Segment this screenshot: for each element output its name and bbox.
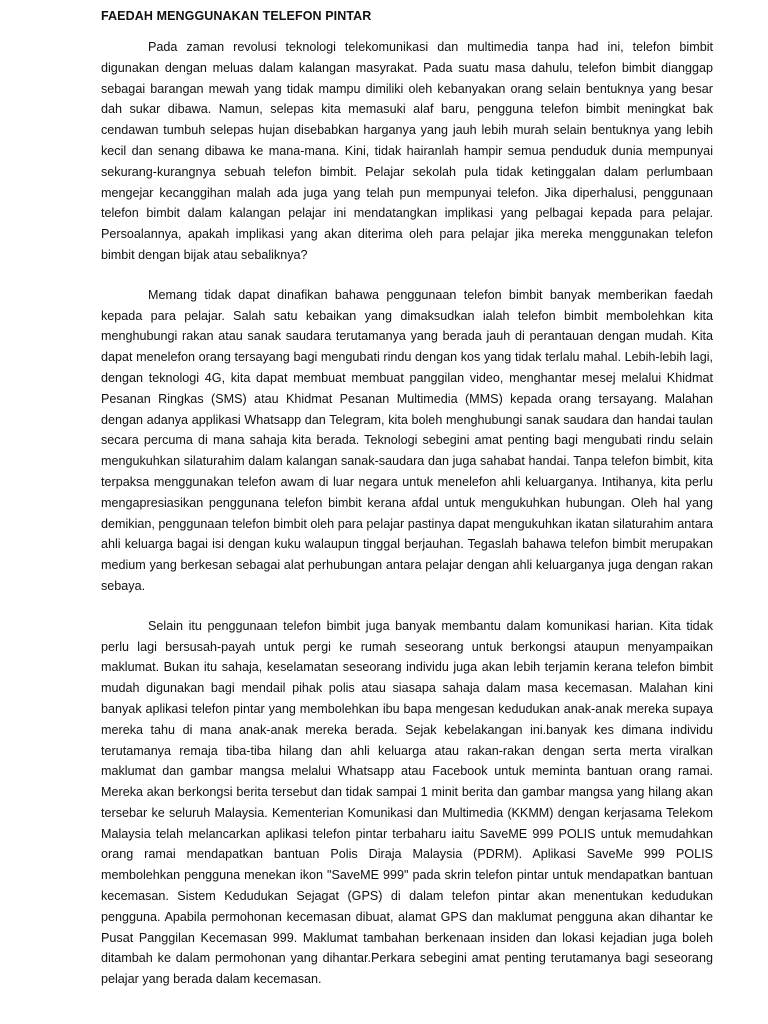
- paragraph-communication-family: Memang tidak dapat dinafikan bahawa penggunaan telefon bimbit banyak memberikan faedah kepada para pelajar. Salah satu kebaikan yang dimaksudkan ialah telefon bimbit membolehkan kita menghubungi rakan atau sanak saudara terutamanya yang berada jauh di perantauan dengan mudah. Kita dapat menelefon orang tersayang bagi mengubati rindu dengan kos yang tidak terlalu mahal. Lebih-lebih lagi, dengan teknologi 4G, kita dapat membuat membuat panggilan video, menghantar mesej melalui Khidmat Pesanan Ringkas (SMS) atau Khidmat Pesanan Multimedia (MMS) kepada orang tersayang. Malahan dengan adanya applikasi Whatsapp dan Telegram, kita boleh menghubungi sanak saudara dan handai taulan secara percuma di mana sahaja kita berada. Teknologi sebegini amat penting bagi mengubati rindu selain mengukuhkan silaturahim dalam kalangan sanak-saudara dan juga sahabat handai. Tanpa telefon bimbit, kita terpaksa menggunakan telefon awam di luar negara untuk menelefon ahli keluarganya. Intihanya, kita perlu mengapresiasikan penggunana telefon bimbit kerana afdal untuk mengukuhkan hubungan. Oleh hal yang demikian, penggunaan telefon bimbit oleh para pelajar pastinya dapat mengukuhkan ikatan silaturahim antara ahli keluarga bagai isi dengan kuku walaupun tinggal berjauhan. Tegaslah bahawa telefon bimbit merupakan medium yang berkesan sebagai alat perhubungan antara pelajar dengan ahli keluarganya juga dengan rakan sebaya.: [101, 287, 713, 593]
- document-page: [101, 6, 713, 990]
- paragraph-introduction: Pada zaman revolusi teknologi telekomunikasi dan multimedia tanpa had ini, telefon bimbit digunakan dengan meluas dalam kalangan masyrakat. Pada suatu masa dahulu, telefon bimbit dianggap sebagai barangan mewah yang tidak mampu dimiliki oleh kebanyakan orang selain bentuknya yang besar dah sukar dibawa. Namun, selepas kita memasuki alaf baru, pengguna telefon bimbit meningkat bak cendawan tumbuh selepas hujan disebabkan harganya yang jauh lebih murah selain bentuknya yang lebih kecil dan senang dibawa ke mana-mana. Kini, tidak hairanlah hampir semua penduduk dunia mempunyai sekurang-kurangnya sebuah telefon bimbit. Pelajar sekolah pula tidak ketinggalan dalam perlumbaan mengejar kecanggihan malah ada juga yang telah pun mempunyai telefon. Jika diperhalusi, penggunaan telefon bimbit dalam kalangan pelajar ini mendatangkan implikasi yang pelbagai kepada para pelajar. Persoalannya, apakah implikasi yang akan diterima oleh para pelajar jika mereka menggunakan telefon bimbit dengan bijak atau sebaliknya?: [101, 40, 713, 262]
- document-title: FAEDAH MENGGUNAKAN TELEFON PINTAR: [101, 9, 372, 23]
- paragraph-daily-communication: Selain itu penggunaan telefon bimbit juga banyak membantu dalam komunikasi harian. Kita tidak perlu lagi bersusah-payah untuk pergi ke rumah seseorang untuk berkongsi ataupun menyampaikan maklumat. Bukan itu sahaja, keselamatan seseorang individu juga akan lebih terjamin kerana telefon bimbit mudah digunakan bagi mendail pihak polis atau siasapa sahaja dalam masa kecemasan. Malahan kini banyak aplikasi telefon pintar yang membolehkan ibu bapa mengesan kedudukan anak-anak mereka supaya mereka tahu di mana anak-anak mereka berada. Sejak kebelakangan ini.banyak kes dimana individu terutamanya remaja tiba-tiba hilang dan ahli keluarga atau rakan-rakan dengan serta merta viralkan maklumat dan gambar mangsa melalui Whatsapp atau Facebook untuk meminta bantuan orang ramai. Mereka akan berkongsi berita tersebut dan tidak sampai 1 minit berita dan gambar mangsa yang hilang akan tersebar ke seluruh Malaysia. Kementerian Komunikasi dan Multimedia (KKMM) dengan kerjasama Telekom Malaysia telah melancarkan aplikasi telefon pintar terbaharu iaitu SaveME 999 POLIS untuk memudahkan orang ramai mendapatkan bantuan Polis Diraja Malaysia (PDRM). Aplikasi SaveMe 999 POLIS membolehkan pengguna menekan ikon "SaveME 999" pada skrin telefon pintar untuk mendapatkan bantuan kecemasan. Sistem Kedudukan Sejagat (GPS) di dalam telefon pintar akan menentukan kedudukan pengguna. Apabila permohonan kecemasan dibuat, alamat GPS dan maklumat pengguna akan dihantar ke Pusat Panggilan Kecemasan 999. Maklumat tambahan berkenaan insiden dan lokasi kejadian juga boleh ditambah ke dalam permohonan yang dihantar.Perkara sebegini amat penting terutamanya bagi seseorang pelajar yang berada dalam kecemasan.: [101, 618, 713, 987]
